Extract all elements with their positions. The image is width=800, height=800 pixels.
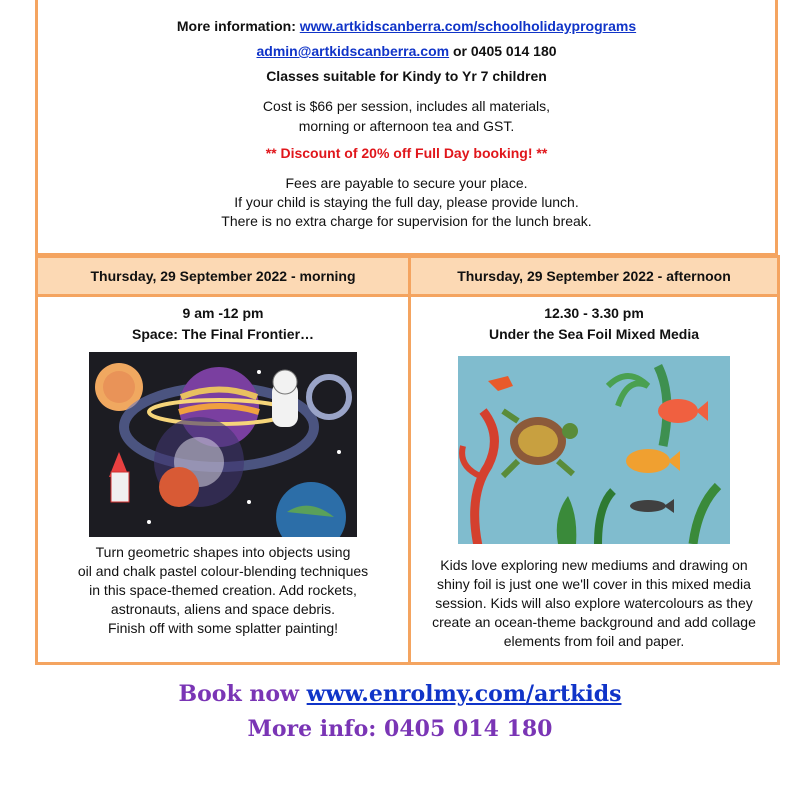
ocean-artwork-image xyxy=(458,356,730,544)
space-artwork-image xyxy=(89,352,357,537)
session-afternoon xyxy=(411,258,777,662)
session-morning xyxy=(38,258,411,662)
email-link[interactable]: admin@artkidscanberra.com xyxy=(256,43,450,59)
suitability-text: Classes suitable for Kindy to Yr 7 children xyxy=(266,68,547,84)
description-line: in this space-themed creation. Add rockets, xyxy=(89,582,357,598)
description-line: shiny foil is just one we'll cover in this mixed media xyxy=(437,576,751,592)
holiday-programs-link[interactable]: www.artkidscanberra.com/schoolholidayprograms xyxy=(299,18,637,34)
fees-line-1: Fees are payable to secure your place. xyxy=(285,175,528,191)
book-now-line xyxy=(0,681,800,707)
more-info-phone: More info: 0405 014 180 xyxy=(247,716,553,742)
cost-line-1: Cost is $66 per session, includes all materials, xyxy=(262,98,551,114)
book-now-label: Book now xyxy=(178,681,299,707)
more-info-line xyxy=(38,18,775,34)
fees-line-3: There is no extra charge for supervision for the lunch break. xyxy=(221,213,592,229)
session-time: 12.30 - 3.30 pm xyxy=(544,305,644,321)
description-line: Finish off with some splatter painting! xyxy=(107,620,339,636)
session-description xyxy=(411,556,777,651)
enrolmy-link[interactable]: www.enrolmy.com/artkids xyxy=(306,681,622,707)
phone-text: or 0405 014 180 xyxy=(452,43,557,59)
description-line: astronauts, aliens and space debris. xyxy=(110,601,336,617)
session-time: 9 am -12 pm xyxy=(182,305,264,321)
session-header: Thursday, 29 September 2022 - afternoon xyxy=(411,258,777,297)
cost-line-2: morning or afternoon tea and GST. xyxy=(298,118,515,134)
contact-line xyxy=(38,43,775,59)
session-header: Thursday, 29 September 2022 - morning xyxy=(38,258,408,297)
session-description xyxy=(38,543,408,638)
program-table xyxy=(35,255,780,665)
discount-text: ** Discount of 20% off Full Day booking! ** xyxy=(265,145,548,161)
description-line: oil and chalk pastel colour-blending techniques xyxy=(77,563,369,579)
description-line: session. Kids will also explore watercolours as they xyxy=(435,595,753,611)
session-title: Space: The Final Frontier… xyxy=(131,326,315,342)
fees-line-2: If your child is staying the full day, please provide lunch. xyxy=(234,194,579,210)
more-info-label: More information: xyxy=(176,18,296,34)
description-line: elements from foil and paper. xyxy=(503,633,685,649)
info-box xyxy=(35,0,778,256)
description-line: Kids love exploring new mediums and drawing on xyxy=(440,557,748,573)
session-title: Under the Sea Foil Mixed Media xyxy=(488,326,700,342)
description-line: create an ocean-theme background and add collage xyxy=(432,614,756,630)
description-line: Turn geometric shapes into objects using xyxy=(95,544,351,560)
